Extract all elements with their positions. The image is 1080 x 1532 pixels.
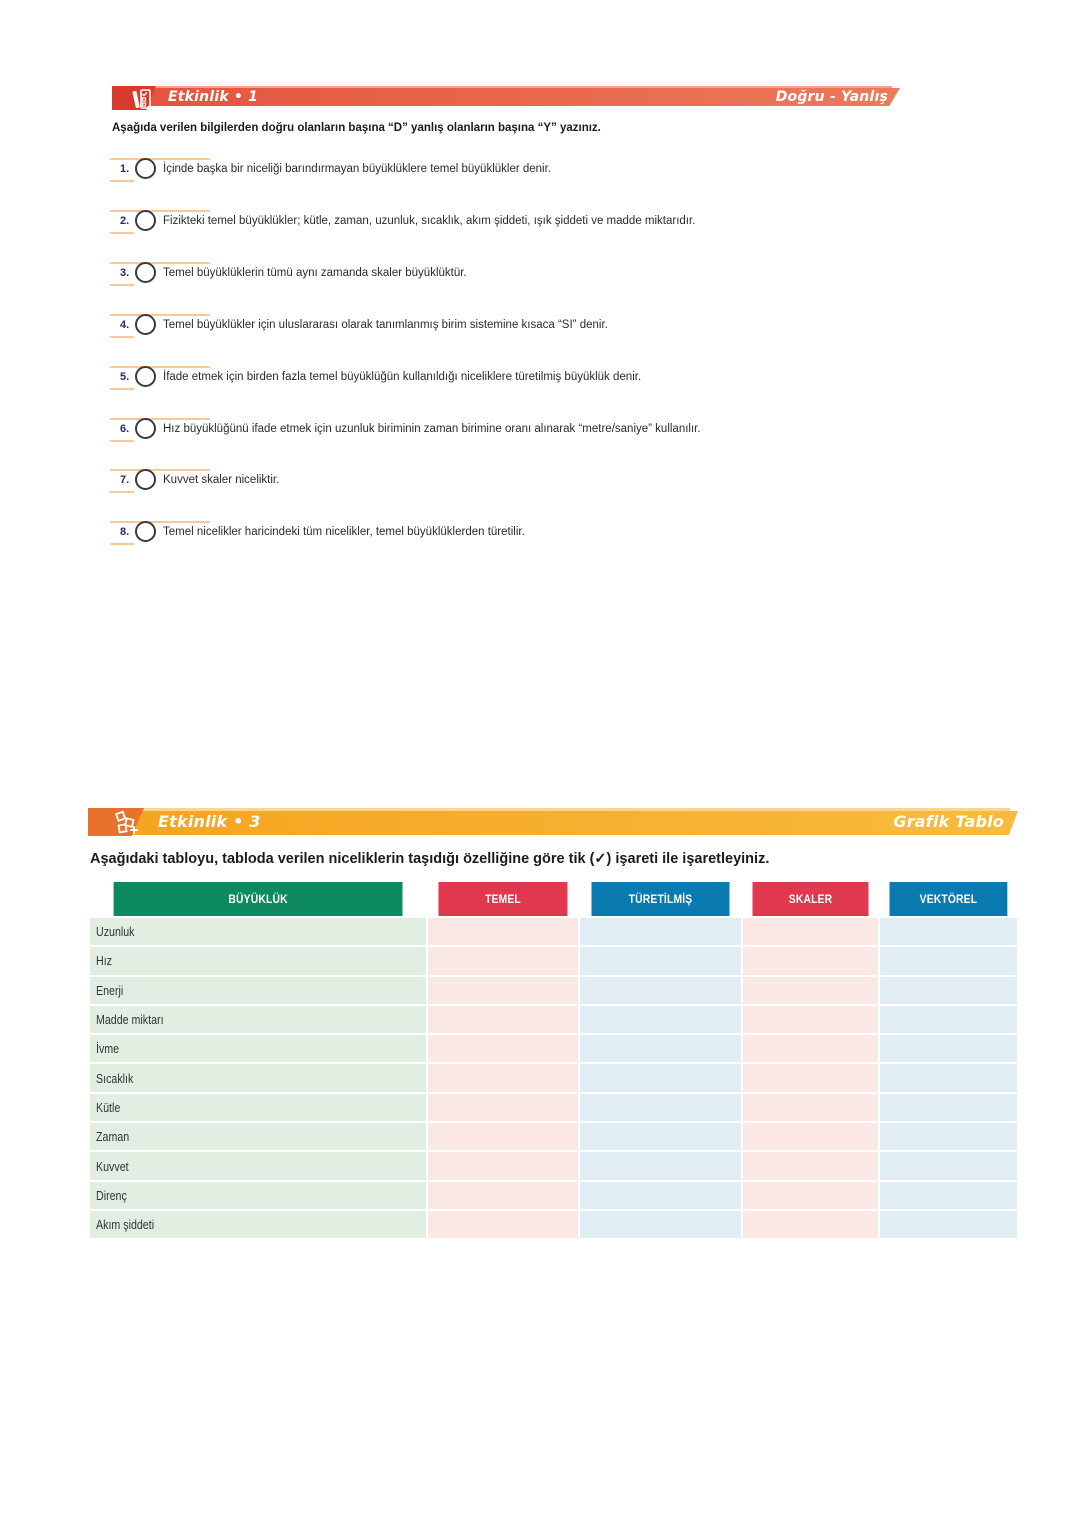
check-cell-turetilmis[interactable] (579, 976, 742, 1005)
check-cell-vektorel[interactable] (879, 1034, 1017, 1063)
check-cell-skaler[interactable] (742, 1181, 879, 1210)
check-cell-temel[interactable] (427, 1093, 579, 1122)
question-item (110, 469, 870, 497)
row-label-cell (90, 1063, 427, 1092)
puzzle-chart-icon (114, 810, 142, 836)
question-item (110, 418, 870, 446)
table-row (90, 976, 1017, 1005)
answer-circle[interactable] (135, 366, 156, 387)
question-item (110, 210, 870, 238)
check-cell-vektorel[interactable] (879, 946, 1017, 975)
answer-circle[interactable] (135, 314, 156, 335)
activity-type-label: Grafik Tablo (893, 812, 1004, 831)
check-cell-temel[interactable] (427, 1122, 579, 1151)
check-cell-skaler[interactable] (742, 976, 879, 1005)
table-row (90, 1151, 1017, 1180)
check-cell-turetilmis[interactable] (579, 946, 742, 975)
question-number: 7. (120, 474, 130, 486)
check-cell-turetilmis[interactable] (579, 1151, 742, 1180)
check-cell-vektorel[interactable] (879, 917, 1017, 946)
check-cell-temel[interactable] (427, 1005, 579, 1034)
check-cell-vektorel[interactable] (879, 976, 1017, 1005)
row-label-cell (90, 1151, 427, 1180)
check-cell-turetilmis[interactable] (579, 917, 742, 946)
question-number: 2. (120, 215, 130, 227)
check-cell-skaler[interactable] (742, 1034, 879, 1063)
check-cell-vektorel[interactable] (879, 1151, 1017, 1180)
question-number: 5. (120, 371, 130, 383)
question-item (110, 262, 870, 290)
check-cell-temel[interactable] (427, 917, 579, 946)
answer-circle[interactable] (135, 521, 156, 542)
row-label-cell (90, 976, 427, 1005)
answer-circle[interactable] (135, 418, 156, 439)
table-header-row (90, 882, 1017, 917)
question-text: Temel nicelikler haricindeki tüm nicelikler, temel büyüklüklerden türetilir. (163, 526, 525, 538)
check-cell-skaler[interactable] (742, 1005, 879, 1034)
quantity-name: Zaman (96, 1129, 130, 1145)
check-cell-skaler[interactable] (742, 917, 879, 946)
quantity-name: İvme (96, 1041, 120, 1057)
check-cell-turetilmis[interactable] (579, 1034, 742, 1063)
quantity-name: Kütle (96, 1099, 121, 1115)
question-number: 6. (120, 423, 130, 435)
question-number: 8. (120, 526, 130, 538)
check-cell-temel[interactable] (427, 946, 579, 975)
question-text: Temel büyüklüklerin tümü aynı zamanda skaler büyüklüktür. (163, 267, 467, 279)
check-cell-vektorel[interactable] (879, 1005, 1017, 1034)
question-text: İfade etmek için birden fazla temel büyüklüğün kullanıldığı niceliklere türetilmiş büyüklük denir. (163, 371, 642, 383)
header-turetilmis: TÜRETİLMİŞ (590, 882, 730, 917)
row-label-cell (90, 1181, 427, 1210)
row-label-cell (90, 1210, 427, 1238)
check-cell-temel[interactable] (427, 1034, 579, 1063)
table-row (90, 917, 1017, 946)
quantity-name: Enerji (96, 982, 124, 998)
quantity-name: Direnç (96, 1187, 127, 1203)
check-cell-skaler[interactable] (742, 1122, 879, 1151)
check-cell-temel[interactable] (427, 1063, 579, 1092)
question-item (110, 314, 870, 342)
check-cell-vektorel[interactable] (879, 1063, 1017, 1092)
table-row (90, 1093, 1017, 1122)
quantity-name: Akım şiddeti (96, 1217, 155, 1233)
question-item (110, 521, 870, 549)
quantity-name: Madde miktarı (96, 1012, 164, 1028)
row-label-cell (90, 917, 427, 946)
check-cell-temel[interactable] (427, 1151, 579, 1180)
question-number: 3. (120, 267, 130, 279)
checklist-pencil-icon (132, 88, 158, 110)
activity1-banner (112, 86, 900, 108)
question-text: İçinde başka bir niceliği barındırmayan büyüklüklere temel büyüklükler denir. (163, 163, 552, 175)
question-number: 4. (120, 319, 130, 331)
banner-highlight (108, 808, 1010, 811)
check-cell-vektorel[interactable] (879, 1181, 1017, 1210)
check-cell-turetilmis[interactable] (579, 1122, 742, 1151)
activity-type-label: Doğru - Yanlış (775, 89, 888, 105)
table-row (90, 1210, 1017, 1238)
activity3-banner (88, 808, 1018, 836)
question-item (110, 366, 870, 394)
row-label-cell (90, 946, 427, 975)
row-label-cell (90, 1005, 427, 1034)
quantity-name: Uzunluk (96, 924, 135, 940)
answer-circle[interactable] (135, 210, 156, 231)
question-number: 1. (120, 163, 130, 175)
quantity-name: Hız (96, 953, 112, 969)
check-cell-vektorel[interactable] (879, 1210, 1017, 1238)
question-text: Hız büyüklüğünü ifade etmek için uzunluk biriminin zaman birimine oranı alınarak “metre/saniye” kullanılır. (163, 423, 701, 435)
check-cell-temel[interactable] (427, 1181, 579, 1210)
row-label-cell (90, 1093, 427, 1122)
header-buyukluk: BÜYÜKLÜK (114, 882, 404, 917)
check-cell-turetilmis[interactable] (579, 1093, 742, 1122)
banner-highlight (132, 86, 892, 88)
activity1-instruction: Aşağıda verilen bilgilerden doğru olanların başına “D” yanlış olanların başına “Y” yazınız. (112, 122, 601, 134)
quantity-name: Kuvvet (96, 1158, 129, 1174)
table-row (90, 1034, 1017, 1063)
question-item (110, 158, 870, 186)
check-cell-turetilmis[interactable] (579, 1063, 742, 1092)
header-skaler: SKALER (752, 882, 870, 917)
question-text: Kuvvet skaler niceliktir. (163, 474, 280, 486)
question-text: Fizikteki temel büyüklükler; kütle, zaman, uzunluk, sıcaklık, akım şiddeti, ışık şiddeti ve madde miktarıdır. (163, 215, 696, 227)
activity3-instruction: Aşağıdaki tabloyu, tabloda verilen niceliklerin taşıdığı özelliğine göre tik (✓) işareti ile işaretleyiniz. (90, 851, 770, 867)
check-cell-temel[interactable] (427, 976, 579, 1005)
check-cell-skaler[interactable] (742, 1093, 879, 1122)
answer-circle[interactable] (135, 262, 156, 283)
answer-circle[interactable] (135, 469, 156, 490)
activity-badge: Etkinlik • 3 (158, 812, 261, 831)
table-row (90, 1005, 1017, 1034)
check-cell-skaler[interactable] (742, 1210, 879, 1238)
check-cell-vektorel[interactable] (879, 1093, 1017, 1122)
answer-circle[interactable] (135, 158, 156, 179)
check-cell-vektorel[interactable] (879, 1122, 1017, 1151)
row-label-cell (90, 1034, 427, 1063)
header-vektorel: VEKTÖREL (889, 882, 1008, 917)
table-row (90, 1122, 1017, 1151)
check-cell-turetilmis[interactable] (579, 1210, 742, 1238)
table-row (90, 946, 1017, 975)
check-cell-turetilmis[interactable] (579, 1005, 742, 1034)
check-cell-skaler[interactable] (742, 1151, 879, 1180)
activity-badge: Etkinlik • 1 (168, 89, 259, 105)
header-temel: TEMEL (438, 882, 569, 917)
check-cell-skaler[interactable] (742, 1063, 879, 1092)
quantity-name: Sıcaklık (96, 1070, 134, 1086)
question-text: Temel büyüklükler için uluslararası olarak tanımlanmış birim sistemine kısaca “SI” denir. (163, 319, 608, 331)
check-cell-temel[interactable] (427, 1210, 579, 1238)
check-cell-skaler[interactable] (742, 946, 879, 975)
row-label-cell (90, 1122, 427, 1151)
table-row (90, 1063, 1017, 1092)
check-cell-turetilmis[interactable] (579, 1181, 742, 1210)
table-row (90, 1181, 1017, 1210)
classification-table (90, 882, 1017, 1238)
